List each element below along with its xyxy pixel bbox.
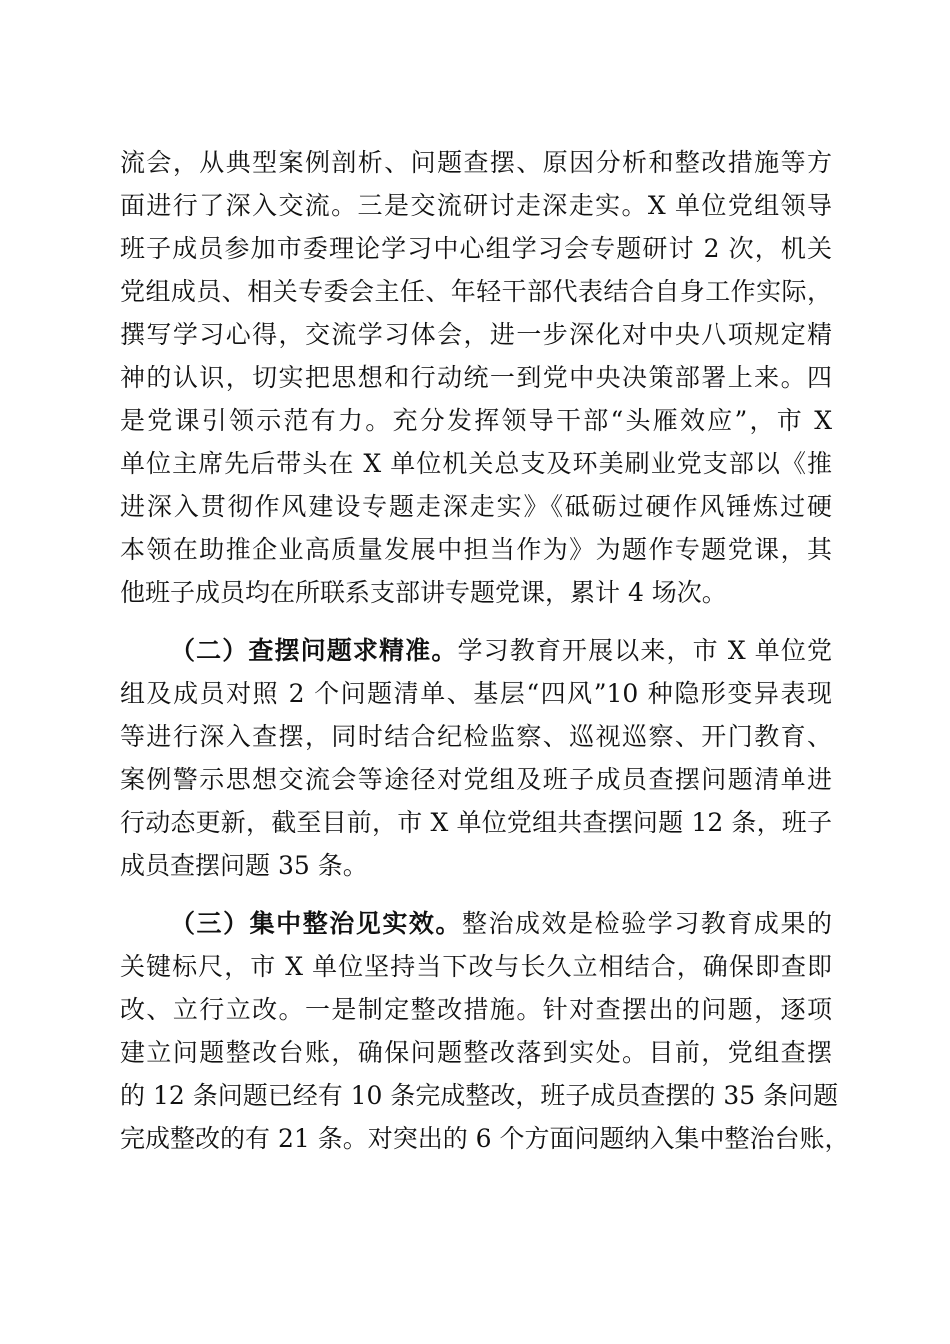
paragraph-line: 班子成员参加市委理论学习中心组学习会专题研讨 2 次，机关 (120, 234, 832, 263)
section-2-first-line (170, 634, 832, 668)
paragraph-line: 党组成员、相关专委会主任、年轻干部代表结合自身工作实际， (120, 277, 832, 306)
paragraph-line: 建立问题整改台账，确保问题整改落到实处。目前，党组查摆 (120, 1038, 832, 1067)
paragraph-line: 流会，从典型案例剖析、问题查摆、原因分析和整改措施等方 (120, 148, 832, 177)
section-2-heading: （二）查摆问题求精准。 (170, 636, 458, 665)
paragraph-line: 是党课引领示范有力。充分发挥领导干部“头雁效应”，市 X (120, 406, 832, 435)
paragraph-line: 改、立行立改。一是制定整改措施。针对查摆出的问题，逐项 (120, 995, 832, 1024)
paragraph-line: 行动态更新，截至目前，市 X 单位党组共查摆问题 12 条，班子 (120, 808, 832, 837)
paragraph-line: 本领在助推企业高质量发展中担当作为》为题作专题党课，其 (120, 535, 832, 564)
paragraph-line: 的 12 条问题已经有 10 条完成整改，班子成员查摆的 35 条问题 (120, 1081, 839, 1110)
paragraph-line: 案例警示思想交流会等途径对党组及班子成员查摆问题清单进 (120, 765, 832, 794)
section-2-text: 学习教育开展以来，市 X 单位党 (457, 636, 832, 665)
paragraph-line: 组及成员对照 2 个问题清单、基层“四风”10 种隐形变异表现 (120, 679, 832, 708)
paragraph-line: 单位主席先后带头在 X 单位机关总支及环美刷业党支部以《推 (120, 449, 832, 478)
section-3-text: 整治成效是检验学习教育成果的 (461, 909, 832, 938)
paragraph-line: 神的认识，切实把思想和行动统一到党中央决策部署上来。四 (120, 363, 832, 392)
section-3-heading: （三）集中整治见实效。 (170, 909, 462, 938)
paragraph-line: 面进行了深入交流。三是交流研讨走深走实。X 单位党组领导 (120, 191, 832, 220)
paragraph-line: 他班子成员均在所联系支部讲专题党课，累计 4 场次。 (120, 578, 727, 607)
paragraph-line: 进深入贯彻作风建设专题走深走实》《砥砺过硬作风锤炼过硬 (120, 492, 832, 521)
paragraph-line: 关键标尺，市 X 单位坚持当下改与长久立相结合，确保即查即 (120, 952, 832, 981)
paragraph-line: 成员查摆问题 35 条。 (120, 851, 368, 880)
paragraph-line: 完成整改的有 21 条。对突出的 6 个方面问题纳入集中整治台账， (120, 1124, 850, 1153)
section-3-first-line (170, 907, 832, 941)
paragraph-line: 等进行深入查摆，同时结合纪检监察、巡视巡察、开门教育、 (120, 722, 832, 751)
paragraph-line: 撰写学习心得，交流学习体会，进一步深化对中央八项规定精 (120, 320, 832, 349)
